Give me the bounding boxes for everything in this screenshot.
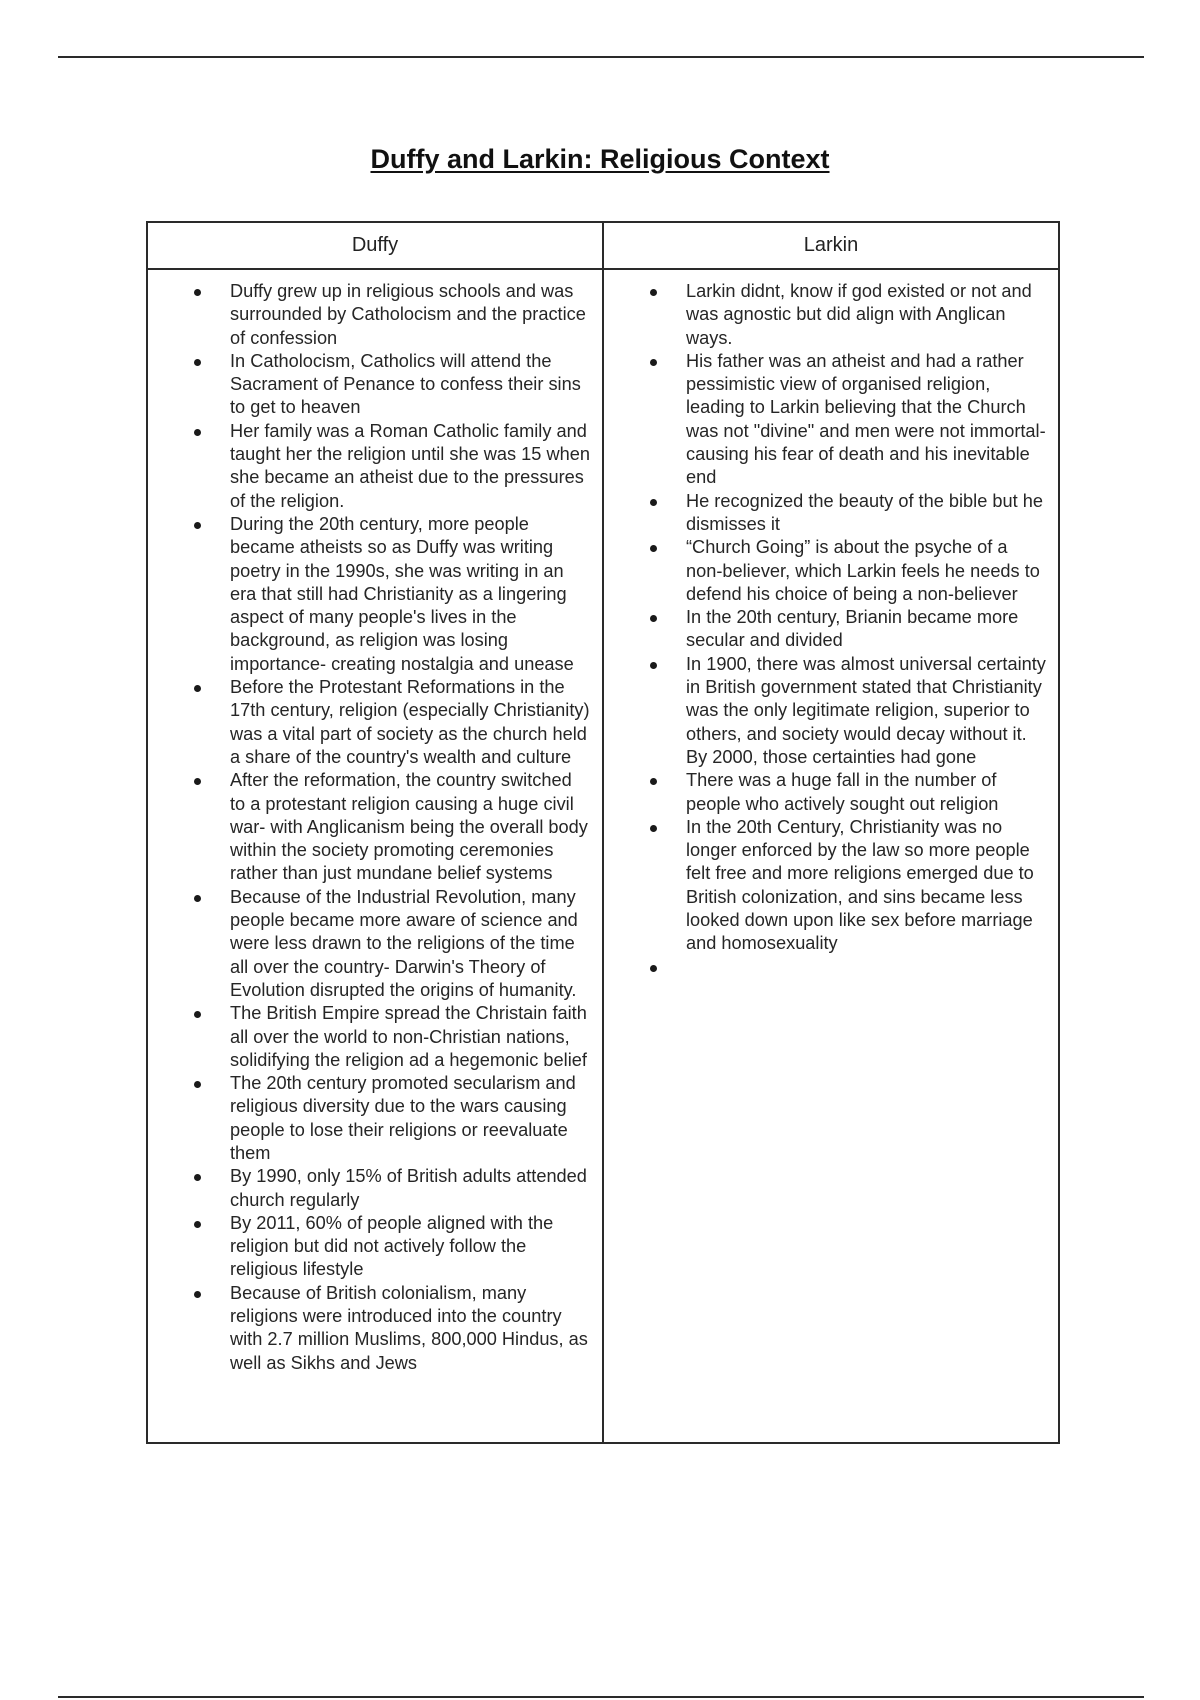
list-item-text: Because of the Industrial Revolution, many people became more aware of science and were less drawn to the religions of the time all over the country- Darwin's Theory of Evolution disrupted the origins of humanity. (230, 886, 578, 1000)
list-item (604, 350, 1046, 490)
list-item-text: By 1990, only 15% of British adults attended church regularly (230, 1166, 587, 1210)
list-item-text: Duffy grew up in religious schools and was surrounded by Catholocism and the practice of confession (230, 281, 586, 348)
list-item-text (686, 956, 1046, 979)
bullet-icon (194, 429, 201, 436)
list-item-text: Larkin didnt, know if god existed or not and was agnostic but did align with Anglican ways. (686, 281, 1032, 348)
list-item (148, 1212, 590, 1282)
list-item-text: His father was an atheist and had a rather pessimistic view of organised religion, leading to Larkin believing that the Church was not "divine" and men were not immortal- causing his fear of death and his inevitable end (686, 350, 1046, 488)
bullet-icon (650, 545, 657, 552)
list-item (604, 956, 1046, 979)
table-body-row (147, 269, 1059, 1443)
list-item (604, 606, 1046, 653)
list-item-text: There was a huge fall in the number of people who actively sought out religion (686, 770, 999, 814)
list-item (148, 280, 590, 350)
bullet-icon (650, 825, 657, 832)
duffy-cell (147, 269, 603, 1443)
bullet-icon (194, 685, 201, 692)
list-item-text: He recognized the beauty of the bible but he dismisses it (686, 490, 1043, 534)
bullet-icon (194, 1291, 201, 1298)
duffy-bullet-list (148, 280, 590, 1375)
header-larkin: Larkin (603, 222, 1059, 269)
list-item-text: Before the Protestant Reformations in the 17th century, religion (especially Christianity) was a vital part of society as the church held a share of the country's wealth and culture (230, 677, 590, 767)
list-item (148, 350, 590, 420)
bullet-icon (650, 778, 657, 785)
larkin-bullet-list (604, 280, 1046, 979)
list-item-text: Because of British colonialism, many religions were introduced into the country with 2.7 million Muslims, 800,000 Hindus, as well as Sikhs and Jews (230, 1282, 588, 1373)
list-item (604, 653, 1046, 769)
list-item (148, 420, 590, 513)
bullet-icon (194, 895, 201, 902)
list-item (604, 536, 1046, 606)
list-item (148, 1072, 590, 1165)
list-item (148, 676, 590, 769)
bullet-icon (650, 289, 657, 296)
list-item (604, 490, 1046, 537)
context-table (146, 221, 1060, 1444)
list-item (604, 816, 1046, 956)
list-item-text: Her family was a Roman Catholic family and taught her the religion until she was 15 when she became an atheist due to the pressures of the religion. (230, 420, 590, 511)
table-header-row (147, 222, 1059, 269)
bullet-icon (650, 965, 657, 972)
bullet-icon (650, 662, 657, 669)
list-item-text: During the 20th century, more people became atheists so as Duffy was writing poetry in the 1990s, she was writing in an era that still had Christianity as a lingering aspect of many people's lives in the background, as religion was losing importance- creating nostalgia and unease (230, 513, 574, 674)
list-item (604, 769, 1046, 816)
bullet-icon (194, 522, 201, 529)
list-item (148, 769, 590, 885)
list-item (604, 280, 1046, 350)
bottom-rule (58, 1696, 1144, 1698)
bullet-icon (194, 289, 201, 296)
bullet-icon (194, 1011, 201, 1018)
top-rule (58, 56, 1144, 58)
list-item-text: The British Empire spread the Christain faith all over the world to non-Christian nations, solidifying the religion ad a hegemonic belief (230, 1003, 587, 1070)
bullet-icon (650, 499, 657, 506)
list-item (148, 513, 590, 676)
bullet-icon (194, 778, 201, 785)
list-item-text: In Catholocism, Catholics will attend the Sacrament of Penance to confess their sins to get to heaven (230, 350, 581, 418)
list-item-text: In the 20th century, Brianin became more secular and divided (686, 607, 1019, 651)
list-item-text: “Church Going” is about the psyche of a non-believer, which Larkin feels he needs to defend his choice of being a non-believer (686, 537, 1040, 604)
list-item-text: After the reformation, the country switched to a protestant religion causing a huge civil war- with Anglicanism being the overall body within the society promoting ceremonies rather than just mundane belief systems (230, 770, 588, 884)
list-item-text: The 20th century promoted secularism and religious diversity due to the wars causing people to lose their religions or reevaluate them (230, 1073, 576, 1163)
page-title: Duffy and Larkin: Religious Context (370, 144, 830, 174)
bullet-icon (650, 359, 657, 366)
larkin-cell (603, 269, 1059, 1443)
list-item (148, 1282, 590, 1375)
bullet-icon (194, 359, 201, 366)
header-duffy: Duffy (147, 222, 603, 269)
list-item-text: By 2011, 60% of people aligned with the religion but did not actively follow the religious lifestyle (230, 1212, 554, 1280)
list-item (148, 1002, 590, 1072)
bullet-icon (194, 1174, 201, 1181)
list-item-text: In 1900, there was almost universal certainty in British government stated that Christianity was the only legitimate religion, superior to others, and society would decay without it. By 2000, those certainties had gone (686, 653, 1046, 767)
list-item (148, 1165, 590, 1212)
bullet-icon (194, 1221, 201, 1228)
list-item-text: In the 20th Century, Christianity was no longer enforced by the law so more people felt free and more religions emerged due to British colonization, and sins became less looked down upon like sex before marriage and homosexuality (686, 816, 1034, 954)
bullet-icon (650, 615, 657, 622)
list-item (148, 886, 590, 1002)
bullet-icon (194, 1081, 201, 1088)
